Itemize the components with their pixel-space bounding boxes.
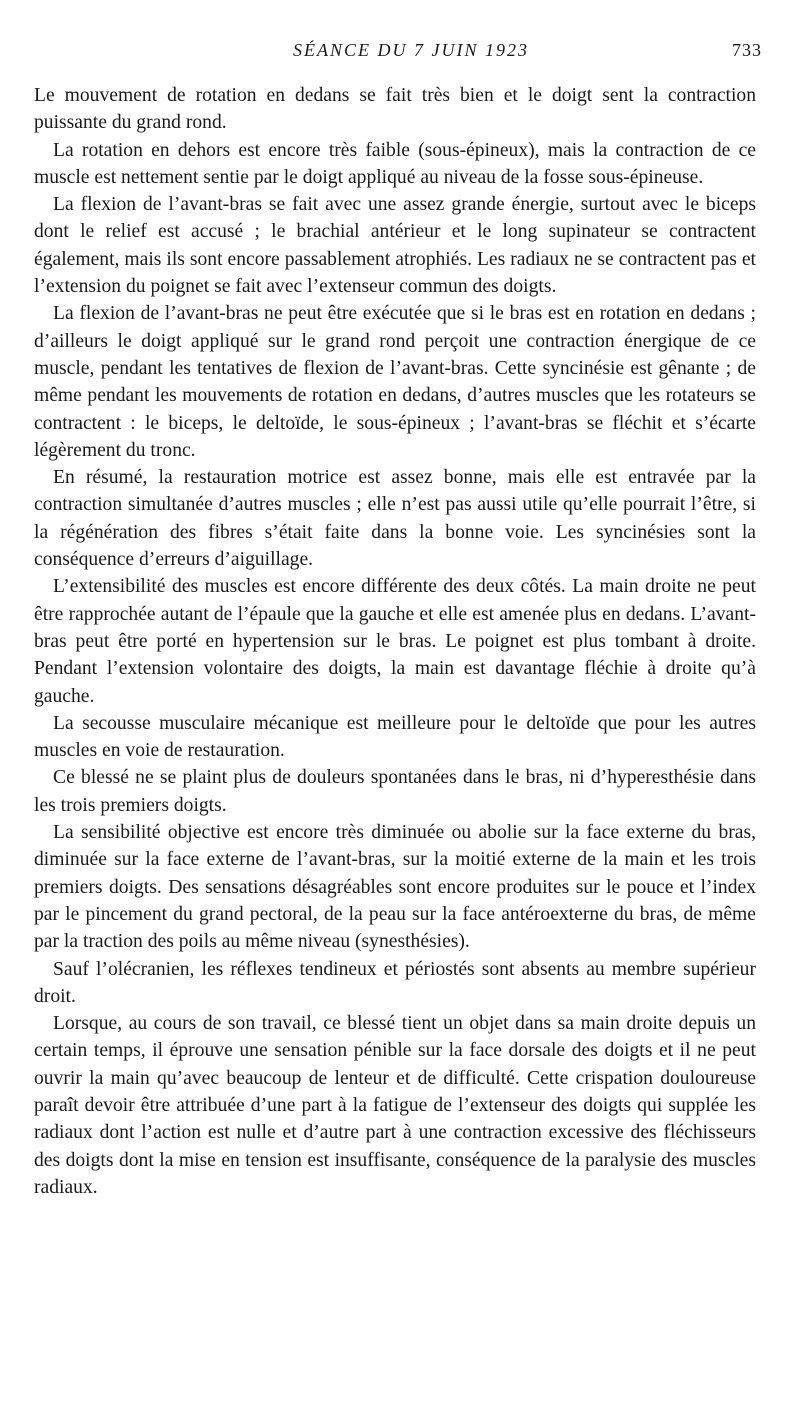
paragraph-11: Lorsque, au cours de son travail, ce blessé tient un objet dans sa main droite depuis un certain temps, il éprouve une sensation pénible sur la face dorsale des doigts et il ne peut ouvrir la main qu’avec beaucoup de lenteur et de difficulté. Cette crispation douloureuse paraît devoir être attribuée d’une part à la fatigue de l’extenseur des doigts qui supplée les radiaux dont l’action est nulle et d’autre part à une contraction excessive des fléchisseurs des doigts dont la mise en tension est insuffisante, conséquence de la paralysie des muscles radiaux. — [34, 1013, 756, 1198]
paragraph-7: La secousse musculaire mécanique est meilleure pour le deltoïde que pour les autres muscles en voie de restauration. — [34, 712, 756, 762]
paragraph-6: L’extensibilité des muscles est encore différente des deux côtés. La main droite ne peut être rapprochée autant de l’épaule que la gauche et elle est amenée plus en dedans. L’avant-bras peut être porté en hypertension sur le bras. Le poignet est plus tombant à droite. Pendant l’extension volontaire des doigts, la main est davantage fléchie à droite qu’à gauche. — [34, 576, 756, 707]
paragraph-1: Le mouvement de rotation en dedans se fait très bien et le doigt sent la contraction puissante du grand rond. — [34, 85, 756, 134]
paragraph-9: La sensibilité objective est encore très diminuée ou abolie sur la face externe du bras, diminuée sur la face externe de l’avant-bras, sur la moitié externe de la main et les trois premiers doigts. Des sensations désagréables sont encore produites sur le pouce et l’index par le pincement du grand pectoral, de la peau sur la face antéroexterne du bras, de même par la traction des poils au même niveau (synesthésies). — [34, 822, 756, 953]
paragraph-4: La flexion de l’avant-bras ne peut être exécutée que si le bras est en rotation en dedans ; d’ailleurs le doigt appliqué sur le grand rond perçoit une contraction énergique de ce muscle, pendant les tentatives de flexion de l’avant-bras. Cette syncinésie est gênante ; de même pendant les mouvements de rotation en dedans, d’autres muscles que les rotateurs se contractent : le biceps, le deltoïde, le sous-épineux ; l’avant-bras se fléchit et s’écarte légèrement du tronc. — [34, 303, 756, 461]
paragraph-10: Sauf l’olécranien, les réflexes tendineux et périostés sont absents au membre supérieur droit. — [34, 958, 756, 1007]
paragraph-3: La flexion de l’avant-bras se fait avec une assez grande énergie, surtout avec le biceps dont le relief est accusé ; le brachial antérieur et le long supinateur se contractent également, mais ils sont encore passablement atrophiés. Les radiaux ne se contractent pas et l’extension du poignet se fait avec l’extenseur commun des doigts. — [34, 194, 756, 298]
paragraph-2: La rotation en dehors est encore très faible (sous-épineux), mais la contraction de ce muscle est nettement sentie par le doigt appliqué au niveau de la fosse sous-épineuse. — [34, 139, 756, 188]
body-text — [34, 82, 756, 1201]
paragraph-8: Ce blessé ne se plaint plus de douleurs spontanées dans le bras, ni d’hyperesthésie dans les trois premiers doigts. — [34, 767, 756, 816]
running-title: SÉANCE DU 7 JUIN 1923 — [293, 40, 529, 60]
page-number: 733 — [732, 40, 762, 60]
running-head — [60, 40, 762, 66]
paragraph-5: En résumé, la restauration motrice est assez bonne, mais elle est entravée par la contraction simultanée d’autres muscles ; elle n’est pas aussi utile qu’elle pourrait l’être, si la régénération des fibres s’était faite dans la bonne voie. Les syncinésies sont la conséquence d’erreurs d’aiguillage. — [34, 467, 756, 571]
